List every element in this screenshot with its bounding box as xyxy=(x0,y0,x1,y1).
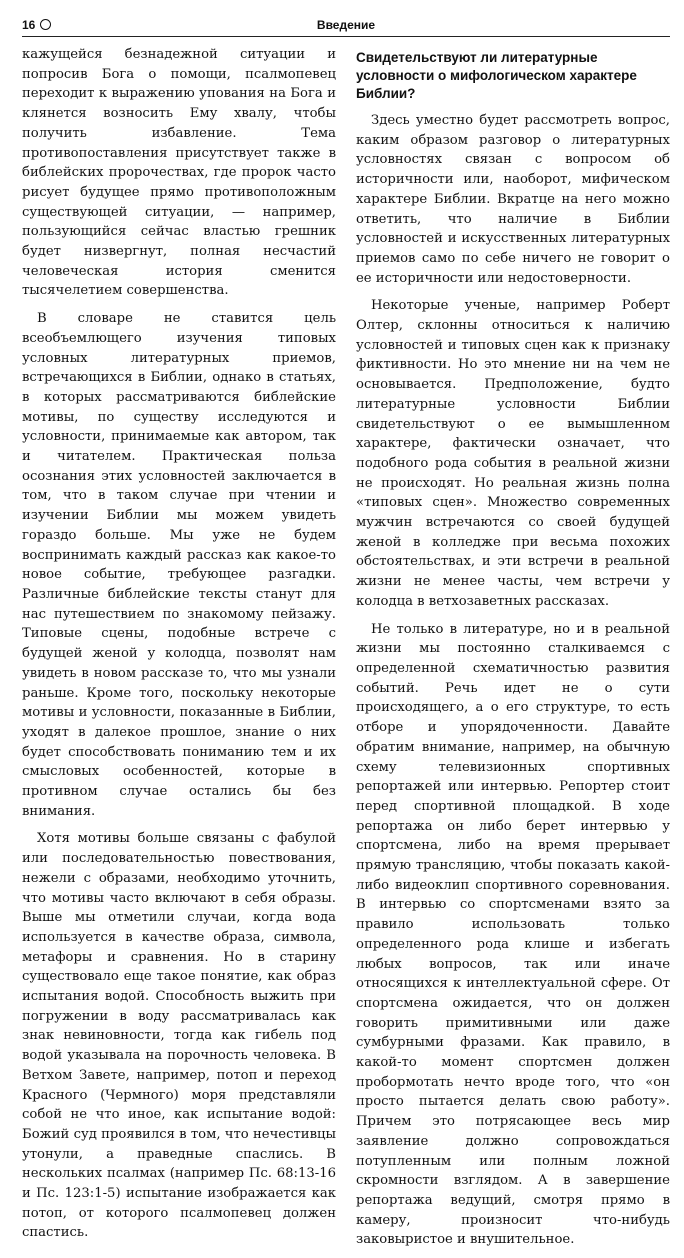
text-columns xyxy=(22,45,670,1258)
paragraph: Хотя мотивы больше связаны с фабулой или последовательностью повествования, нежели с образами, необходимо уточнить, что мотивы часто включают в себя образы. Выше мы отметили случаи, когда вода используется в качестве образа, символа, метафоры и сравнения. Но в старину существовало еще такое понятие, как образ испытания водой. Способность выжить при погружении в воду рассматривалась как знак невиновности, тогда как гибель под водой указывала на порочность человека. В Ветхом Завете, например, потоп и переход Красного (Чермного) моря представляли собой не что иное, как испытание водой: Божий суд проявился в том, что нечестивцы утонули, а праведные спаслись. В нескольких псалмах (например Пс. 68:13-16 и Пс. 123:1-5) испытание изображается как потоп, от которого псалмопевец должен спастись. xyxy=(22,831,336,1241)
paragraph-continued: кажущейся безнадежной ситуации и попросив Бога о помощи, псалмопевец переходит к выражению упования на Бога и клянется возносить Ему хвалу, чтобы получить избавление. Тема противопоставления присутствует также в библейских пророчествах, где пророк часто рисует будущее прямо противоположным существующей ситуации, — например, пользующийся сейчас властью грешник будет низвергнут, полная несчастий человеческая история сменится тысячелетием совершенства. xyxy=(22,47,336,299)
section-heading: Свидетельствуют ли литературные условности о мифологическом характере Библии? xyxy=(356,50,637,101)
paragraph: Некоторые ученые, например Роберт Олтер, склонны относиться к наличию условностей и типовых сцен как к признаку фиктивности. Но это мнение ни на чем не основывается. Предположение, будто литературные условности Библии свидетельствуют о ее вымышленном характере, фактически означает, что подобного рода события в реальной жизни не происходят. Но реальная жизнь полна «типовых сцен». Множество современных мужчин встречаются со своей будущей женой в колледже при весьма похожих обстоятельствах, и эти встречи в реальной жизни не менее часты, чем встречи у колодца в ветхозаветных рассказах. xyxy=(356,298,670,609)
paragraph: В словаре не ставится цель всеобъемлющего изучения типовых условных литературных приемов, встречающихся в Библии, однако в статьях, в которых рассматриваются библейские мотивы, по существу исследуются и условности, принимаемые как автором, так и читателем. Практическая польза осознания этих условностей заключается в том, что в таком случае при чтении и изучении Библии мы можем увидеть гораздо больше. Мы уже не будем воспринимать каждый рассказ как какое-то новое событие, требующее разгадки. Различные библейские тексты станут для нас путешествием по знакомому пейзажу. Типовые сцены, подобные встрече с будущей женой у колодца, позволят нам увидеть в новом рассказе то, что мы узнали раньше. Кроме того, поскольку некоторые мотивы и условности, показанные в Библии, уходят в далекое прошлое, знание о них будет способствовать пониманию тем и их смысловых особенностей, которые в противном случае остались бы без внимания. xyxy=(22,311,336,819)
running-head xyxy=(22,14,670,37)
paragraph: Здесь уместно будет рассмотреть вопрос, каким образом разговор о литературных условностях связан с вопросом об историчности или, наоборот, мифическом характере Библии. Вкратце на него можно ответить, что наличие в Библии условностей и искусственных литературных приемов само по себе ничего не говорит о ее историчности или недостоверности. xyxy=(356,113,670,286)
left-column xyxy=(22,45,336,1258)
section-title: Введение xyxy=(316,18,376,32)
page-number: 16 xyxy=(22,18,51,32)
paragraph: Не только в литературе, но и в реальной жизни мы постоянно сталкиваемся с определенной схематичностью развития событий. Речь идет не о сути происходящего, а о его структуре, то есть отборе и упорядоченности. Давайте обратим внимание, например, на обычную схему телевизионных спортивных репортажей или интервью. Репортер стоит перед спортивной площадкой. В ходе репортажа он либо берет интервью у спортсмена, либо на время прерывает прямую трансляцию, чтобы показать какой-либо видеоклип спортивного соревнования. В интервью со спортсменами взято за правило использовать только определенного рода клише и избегать любых вопросов, так или иначе относящихся к интеллектуальной сфере. От спортсмена ожидается, что он должен говорить примитивными или даже сумбурными фразами. Как правило, в какой-то момент спортсмен должен пробормотать нечто вроде того, что «он просто пытается делать свою работу». Причем это потрясающее весь мир заявление должно сопровождаться потупленным или полным ложной скромности взглядом. А в завершение репортажа ведущий, смотря прямо в камеру, произносит что-нибудь заковыристое и внушительное. xyxy=(356,621,670,1248)
right-column xyxy=(356,45,670,1258)
